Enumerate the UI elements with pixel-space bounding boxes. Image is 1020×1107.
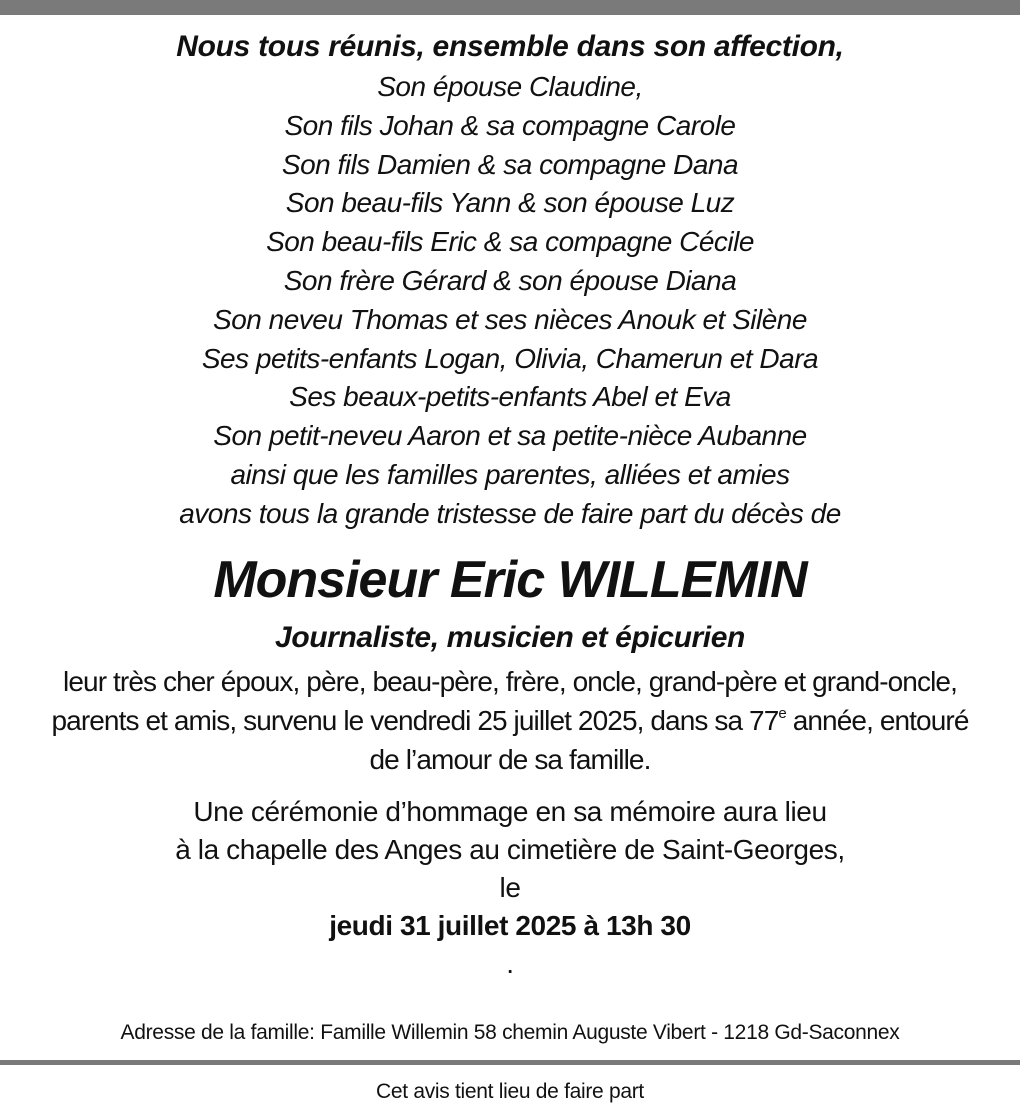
family-line: Son épouse Claudine,	[377, 71, 643, 102]
notice-footer: Cet avis tient lieu de faire part	[376, 1079, 644, 1103]
family-line: ainsi que les familles parentes, alliées et amies	[230, 458, 790, 490]
description-line: leur très cher époux, père, beau-père, frère, oncle, grand-père et grand-oncle,	[63, 665, 957, 697]
notice-body	[0, 26, 1020, 1107]
family-address: Adresse de la famille: Famille Willemin 58 chemin Auguste Vibert - 1218 Gd-Saconnex	[120, 1020, 900, 1044]
description-text: parents et amis, survenu le vendredi 25 juillet 2025, dans sa 77	[51, 704, 779, 736]
family-list	[0, 68, 1020, 534]
family-line: Ses petits-enfants Logan, Olivia, Chamerun et Dara	[201, 342, 819, 374]
top-rule	[0, 0, 1020, 15]
family-line: Son petit-neveu Aaron et sa petite-nièce Aubanne	[213, 420, 807, 452]
intro-line: Nous tous réunis, ensemble dans son affection,	[176, 30, 844, 63]
deceased-name: Monsieur Eric WILLEMIN	[213, 550, 807, 609]
ordinal-suffix: e	[778, 704, 786, 722]
ceremony-text: .	[506, 947, 514, 979]
ceremony-line: à la chapelle des Anges au cimetière de Saint-Georges,	[175, 833, 845, 865]
profession: Journaliste, musicien et épicurien	[275, 620, 745, 654]
family-line: Son beau-fils Yann & son épouse Luz	[285, 187, 735, 219]
description-text: année, entouré	[785, 704, 969, 736]
ceremony-line	[0, 869, 1020, 983]
description-line: de l’amour de sa famille.	[369, 743, 651, 775]
family-line: Son fils Damien & sa compagne Dana	[281, 148, 739, 180]
family-line: Son neveu Thomas et ses nièces Anouk et Silène	[213, 303, 807, 335]
ceremony-line: Une cérémonie d’hommage en sa mémoire aura lieu	[193, 795, 827, 827]
ceremony-info	[0, 793, 1020, 983]
description	[0, 662, 1020, 779]
ceremony-text: le	[499, 871, 521, 903]
family-line: avons tous la grande tristesse de faire part du décès de	[179, 497, 841, 529]
ceremony-date: jeudi 31 juillet 2025 à 13h 30	[329, 909, 691, 941]
family-line: Son beau-fils Eric & sa compagne Cécile	[266, 226, 754, 258]
bottom-rule	[0, 1060, 1020, 1065]
family-line: Son fils Johan & sa compagne Carole	[284, 109, 736, 141]
family-line: Son frère Gérard & son épouse Diana	[283, 264, 737, 296]
family-line: Ses beaux-petits-enfants Abel et Eva	[289, 381, 731, 413]
description-line	[0, 701, 1020, 740]
